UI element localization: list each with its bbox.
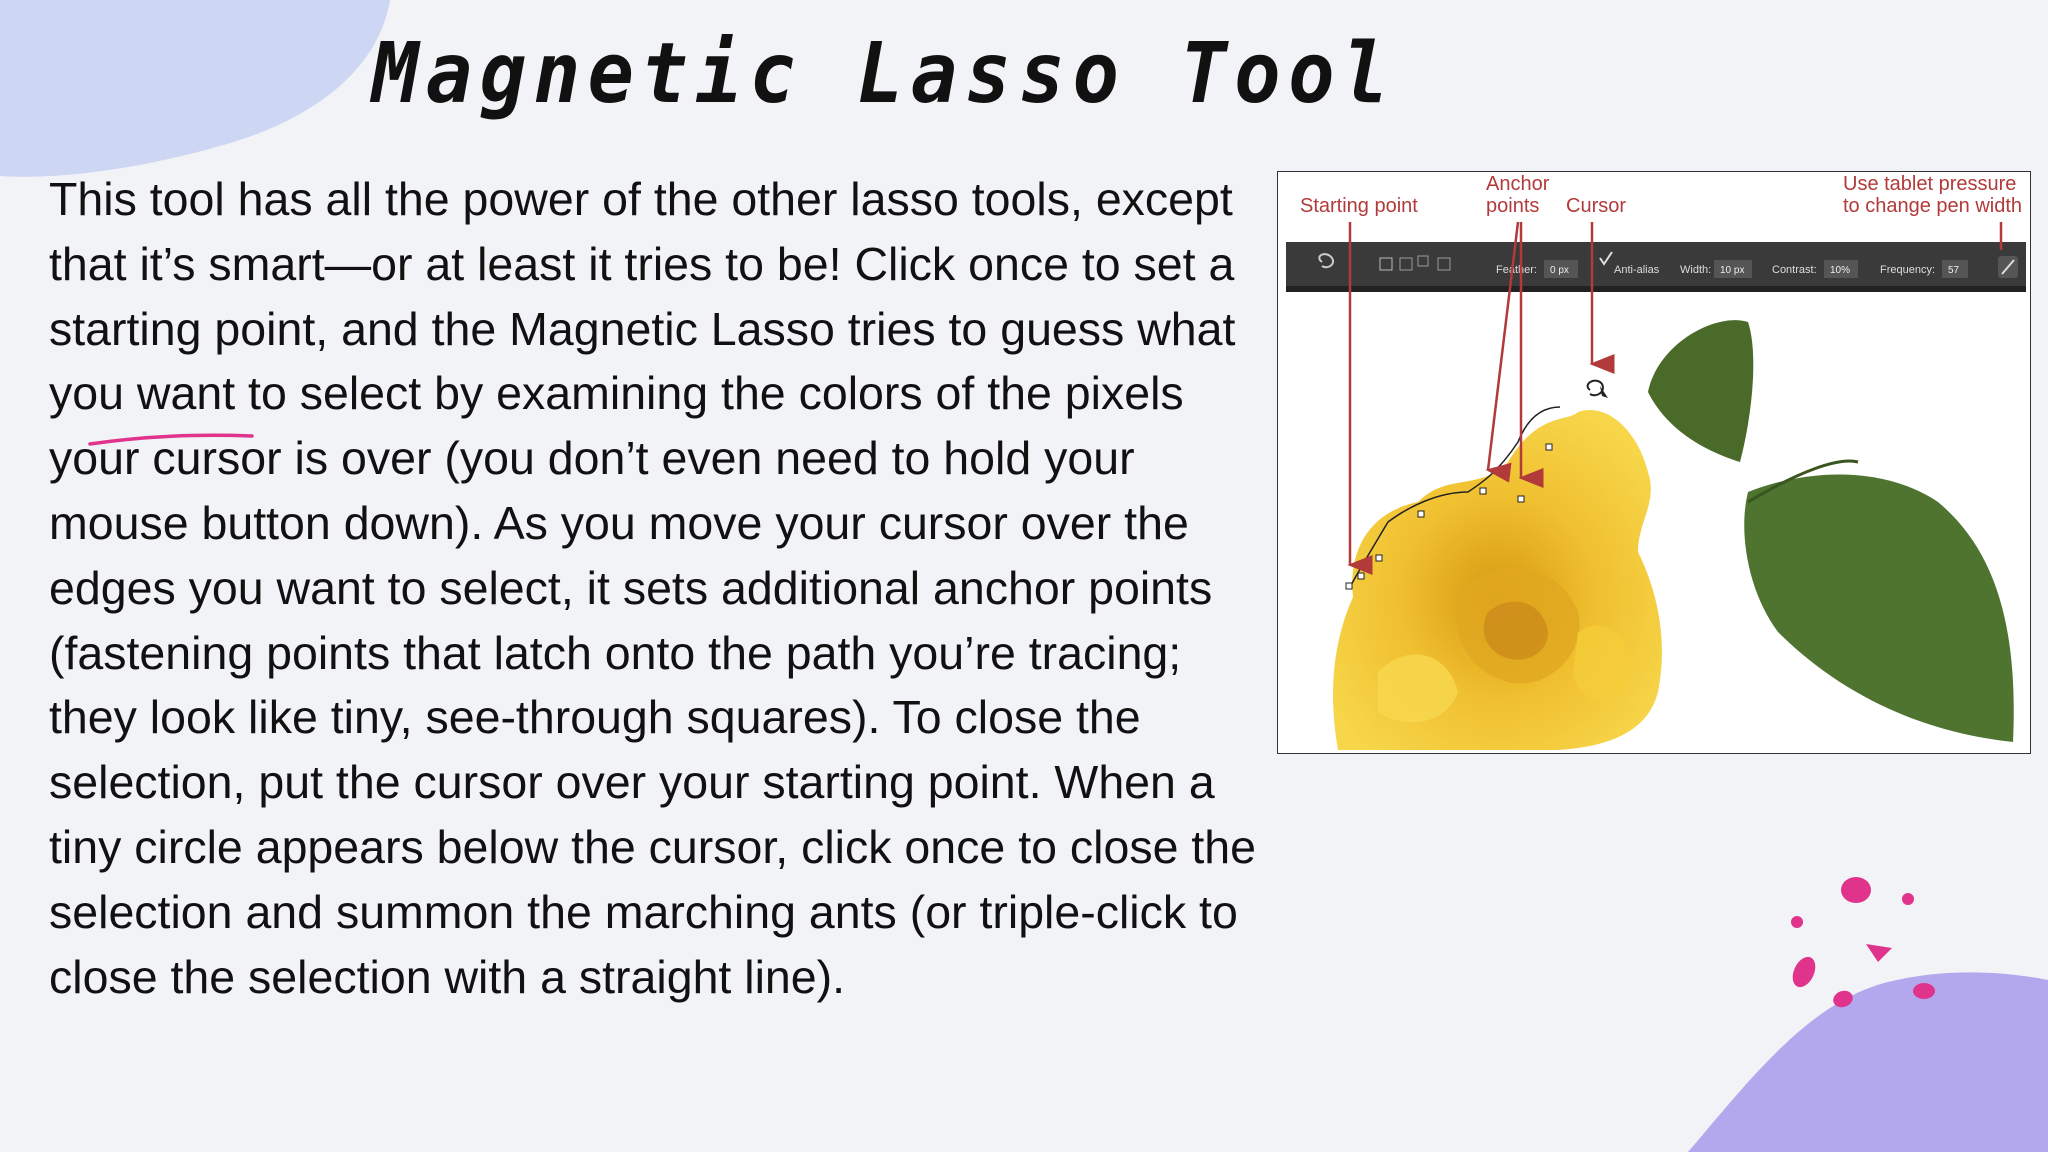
- frequency-label: Frequency:: [1880, 264, 1936, 276]
- label-anchor-line1: Anchor: [1486, 173, 1550, 195]
- contrast-value: 10%: [1830, 265, 1851, 276]
- label-starting-point: Starting point: [1300, 195, 1418, 217]
- anchor-point: [1358, 573, 1364, 579]
- anchor-point: [1518, 496, 1524, 502]
- frequency-value: 57: [1948, 265, 1960, 276]
- antialias-label: Anti-alias: [1614, 264, 1660, 276]
- decorative-blob-top-left: [0, 0, 400, 190]
- rose-photo: [1333, 320, 2014, 750]
- magnetic-lasso-figure: [1277, 171, 2031, 754]
- pink-underline-mark: [86, 430, 256, 450]
- width-label: Width:: [1680, 264, 1712, 276]
- contrast-label: Contrast:: [1772, 264, 1817, 276]
- anchor-point: [1346, 583, 1352, 589]
- label-tablet-line1: Use tablet pressure: [1843, 173, 2017, 195]
- slide-title: Magnetic Lasso Tool: [372, 24, 1396, 122]
- width-value: 10 px: [1720, 265, 1745, 276]
- feather-label: Feather:: [1496, 264, 1537, 276]
- label-cursor: Cursor: [1566, 195, 1627, 217]
- anchor-point: [1480, 488, 1486, 494]
- tablet-pressure-icon: [1998, 256, 2018, 278]
- anchor-point: [1376, 555, 1382, 561]
- label-tablet-line2: to change pen width: [1843, 195, 2023, 217]
- label-anchor-line2: points: [1486, 195, 1540, 217]
- slide-body-paragraph: This tool has all the power of the other lasso tools, except that it’s smart—or at least it tries to be! Click once to set a starting point, and the Magnetic Lasso tries to guess what you want to select by examining the colors of the pixels your cursor is over (you don’t even need to hold your mouse button down). As you move your cursor over the edges you want to select, it sets additional anchor points (fastening points that latch onto the path you’re tracing; they look like tiny, see-through squares). To close the selection, put the cursor over your starting point. When a tiny circle appears below the cursor, click once to close the selection and summon the marching ants (or triple-click to close the selection with a straight line).: [49, 173, 1257, 1003]
- magnetic-lasso-cursor-icon: [1588, 381, 1608, 398]
- anchor-point: [1418, 511, 1424, 517]
- options-bar: [1286, 242, 2026, 292]
- anchor-point: [1546, 444, 1552, 450]
- decorative-blob-bottom-right: [1628, 852, 2048, 1152]
- feather-value: 0 px: [1550, 265, 1569, 276]
